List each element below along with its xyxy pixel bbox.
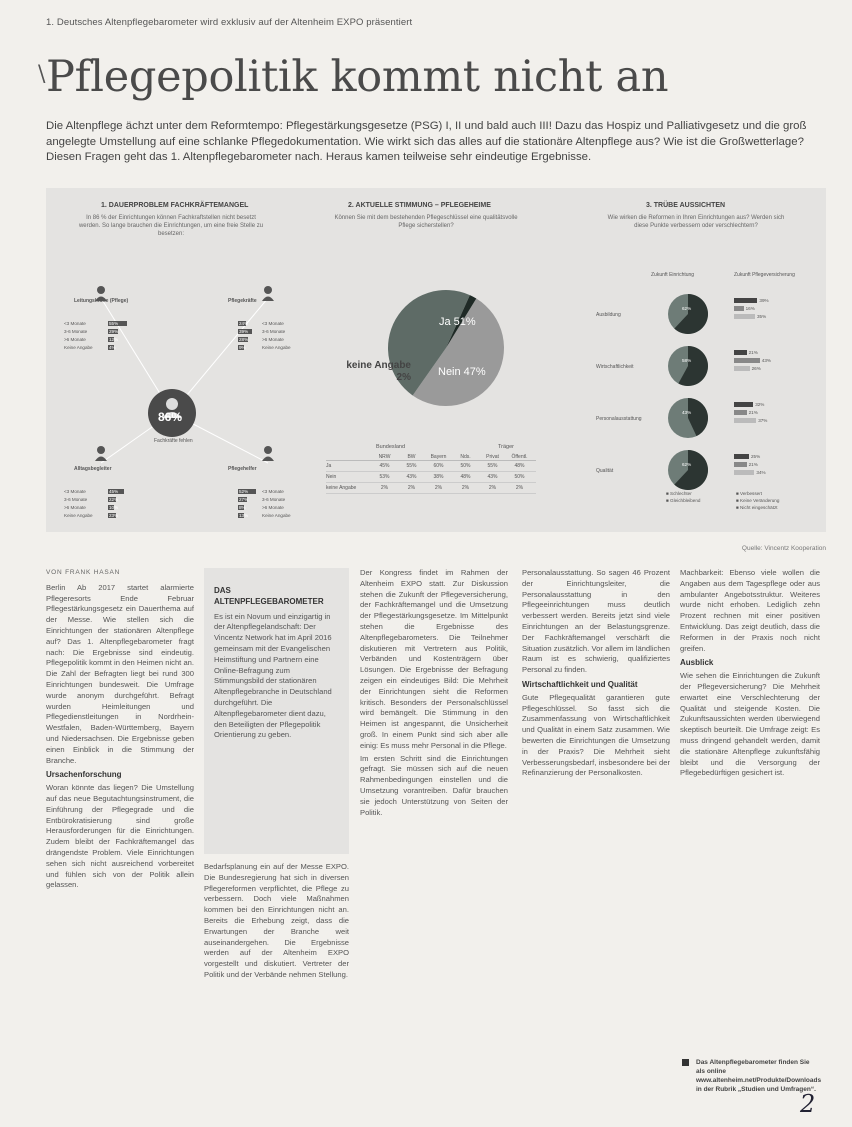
table-cell: 2% [434, 485, 443, 491]
legend-item: ■ Keine Veränderung [736, 498, 780, 503]
col4-heading: Wirtschaftlichkeit und Qualität [522, 679, 638, 689]
table-row-label: keine Angabe [326, 485, 357, 491]
table-cell: 45% [379, 463, 390, 469]
role-row-value: 4% [109, 345, 116, 350]
person-icon [166, 398, 178, 410]
role-row-label: <3 Monate [64, 321, 86, 326]
table-col-head: Privat [486, 454, 499, 460]
role-row-value: 29% [109, 329, 119, 334]
role-row-value: 22% [109, 497, 119, 502]
info-box-title: DAS ALTENPFLEGEBAROMETER [214, 586, 324, 606]
outlook-bar [734, 366, 750, 371]
legend-item: ■ Schlechter [666, 491, 692, 496]
table-col-head: Öffentl. [511, 454, 528, 460]
role-row-value: 27% [239, 497, 249, 502]
col1-para-1: Berlin Ab 2017 startet alarmierte Pflegeresorts Ende Februar Pflegestärkungsgesetz ein Dauerthema auf der Messe. Wie stellen sich die Einrichtungen der stationären Altenpflege auf? Das 1. Altenpflegebarometer fragt nach: Die Ergebnisse sind eindeutig. Pflegepolitik kommt in den Heimen nicht an. Die Zahl der Befragten liegt bei rund 300 Einrichtungen bundesweit. Die Umfrage wurde anonym durchgeführt. Befragt wurden Heimleitungen und Pflegedienstleitungen in Nordrhein-Westfalen, Baden-Württemberg, Bayern und Niedersachsen. Die Ergebnisse geben einen Einblick in die Stimmung der Branche. [46, 582, 194, 765]
pie-label-yes: Ja 51% [439, 316, 476, 328]
outlook-bar-value: 39% [759, 298, 769, 303]
page-number: 2 [800, 1090, 816, 1118]
role-row-value: 45% [109, 489, 119, 494]
article-column-5 [680, 568, 820, 1046]
role-row-value: 13% [239, 513, 249, 518]
role-row-value: 28% [239, 337, 249, 342]
role-title: Pflegekräfte [228, 298, 257, 304]
headline: Pflegepolitik kommt nicht an [46, 52, 669, 102]
center-value: 86% [158, 410, 183, 424]
col2-para: Bedarfsplanung ein auf der Messe EXPO. Die Bundesregierung hat sich in diversen Pflegereformen verpflichtet, die Pflege zu verbessern. Doch viele Maßnahmen kommen bei den Einrichtungen nicht an. Bereits die Erhebung zeigt, dass die Erwartungen der Branche weit auseinandergehen. Die Ergebnisse werden auf der Altenheim EXPO vorgestellt und diskutiert. Vertreter der Politik und der Verbände nehmen Stellung. [204, 862, 349, 979]
byline: VON FRANK HASAN [46, 569, 121, 576]
table-cell: 60% [433, 463, 444, 469]
section1-title: 1. DAUERPROBLEM FACHKRÄFTEMANGEL [101, 202, 249, 209]
outlook-bar-value: 16% [745, 306, 755, 311]
outlook-row-label: Wirtschaftlichkeit [596, 364, 634, 370]
outlook-donut [666, 396, 710, 440]
role-row-value: 39% [239, 329, 249, 334]
outlook-row-label: Personalausstattung [596, 416, 642, 422]
role-row-label: >6 Monate [64, 337, 86, 342]
legend-item: ■ Nicht eingeschätzt [736, 505, 778, 510]
pie-label-na: keine Angabe 2% [346, 360, 411, 383]
col5-para-1: Machbarkeit: Ebenso viele wollen die Angaben aus dem Tagespflege oder aus ambulanter Angebotsstruktur. Weiteres wurde nicht erhoben. Lediglich zehn Prozent rechnen mit einer positiven Entwicklung. Das zeigt deutlich, dass die Reformen in der Praxis noch nicht greifen. [680, 568, 820, 653]
note-bullet-icon [682, 1059, 689, 1066]
table-col-head: BW [407, 454, 416, 460]
outlook-donut [666, 292, 710, 336]
outlook-bar [734, 418, 756, 423]
table-cell: 55% [487, 463, 498, 469]
table-row-label: Ja [326, 463, 332, 469]
table-col-head: Bayern [430, 454, 447, 460]
outlook-donut-value: 62% [682, 462, 692, 467]
outlook-row-label: Qualität [596, 468, 614, 474]
outlook-bar [734, 454, 749, 459]
outlook-bar [734, 462, 747, 467]
outlook-bar-value: 25% [751, 454, 761, 459]
outlook-bar-value: 26% [751, 366, 761, 371]
outlook-bar [734, 410, 747, 415]
role-row-label: 3-6 Monate [262, 329, 286, 334]
info-box [204, 568, 349, 854]
infographic [46, 188, 826, 532]
center-label: Fachkräfte fehlen [154, 438, 193, 444]
outlook-donut [666, 344, 710, 388]
role-row-label: <3 Monate [64, 489, 86, 494]
table-cell: 55% [406, 463, 417, 469]
pie-label-no: Nein 47% [438, 366, 486, 378]
role-row-label: Keine Angabe [64, 513, 93, 518]
outlook-donut-value: 62% [682, 306, 692, 311]
col5-para-2: Wie sehen die Einrichtungen die Zukunft der Pflegeversicherung? Die Mehrheit erwartet eine Verschlechterung der Qualität und steigende Kosten. Die Zukunftsaussichten werden überwiegend skeptisch beurteilt. Die Umfrage zeigt: Es muss dringend gehandelt werden, damit die stationäre Altenpflege zukunftsfähig bleibt und die Versorgung der Pflegebedürftigen gesichert ist. [680, 671, 820, 778]
col3-para-1: Der Kongress findet im Rahmen der Altenheim EXPO statt. Zur Diskussion stehen die Zukunft der Pflegeversicherung, der Fachkräftemangel und die Umsetzung der Pflegestärkungsgesetze. Im Mittelpunkt stehen die Ergebnisse des Altenpflegebarometers. Die Teilnehmer diskutieren mit Vertretern aus Politik, Verbänden und Kostenträgern über Lösungen. Die Ergebnisse der Befragung zeigen ein eindeutiges Bild: Die Mehrheit der Einrichtungen sieht die Reformen kritisch. Besonders der Personalschlüssel wird bemängelt. Die Stimmung in den Heimen ist angespannt, die Unsicherheit groß. In einem Punkt sind sich aber alle einig: Es muss mehr Personal in die Pflege. [360, 568, 508, 750]
table-head-carrier: Träger [498, 444, 514, 450]
outlook-row-label: Ausbildung [596, 312, 621, 318]
section2-subtitle: Können Sie mit dem bestehenden Pflegeschlüssel eine qualitätsvolle Pflege sicherstellen? [334, 215, 518, 229]
outlook-bar-value: 43% [761, 358, 771, 363]
table-col-head: Nds. [460, 454, 471, 460]
role-row-value: 55% [109, 321, 119, 326]
role-row-label: >6 Monate [262, 337, 284, 342]
outlook-bar [734, 470, 754, 475]
outlook-bar-value: 21% [748, 462, 758, 467]
table-cell: 2% [515, 485, 524, 491]
table-cell: 50% [514, 474, 525, 480]
info-box-text: Es ist ein Novum und einzigartig in der Altenpflegelandschaft: Der Vincentz Network hat im April 2016 gemeinsam mit der Evangelischen Heimstiftung und Partnern eine Online-Befragung zum Stimmungsbild der stationären Altenpflegebranche in Deutschland durchgeführt. Die Altenpflegebarometer dient dazu, den Beteiligten der Pflegepolitik Orientierung zu geben. [214, 611, 332, 740]
role-row-label: 3-6 Monate [64, 497, 88, 502]
role-row-label: Keine Angabe [64, 345, 93, 350]
role-title: Leitungskräfte (Pflege) [74, 298, 129, 304]
download-note: Das Altenpflegebarometer finden Sie als online www.altenheim.net/Produkte/Downloads in der Rubrik „Studien und Umfragen“. [696, 1059, 822, 1093]
outlook-donut [666, 448, 710, 492]
article-column-4 [522, 568, 670, 1113]
section2-title: 2. AKTUELLE STIMMUNG – PFLEGEHEIME [348, 202, 491, 209]
table-row-label: Nein [326, 474, 337, 480]
table-cell: 50% [460, 463, 471, 469]
article-column-1 [46, 568, 194, 1058]
handwritten-mark: \ [38, 62, 46, 87]
role-title: Pflegehelfer [228, 466, 257, 472]
article-column-3 [360, 568, 508, 1113]
table-col-head: NRW [378, 454, 391, 460]
table-cell: 48% [514, 463, 525, 469]
legend-item: ■ Gleichbleibend [666, 498, 701, 503]
role-row-label: >6 Monate [262, 505, 284, 510]
role-row-value: 8% [239, 505, 246, 510]
lead-paragraph: Die Altenpflege ächzt unter dem Reformtempo: Pflegestärkungsgesetze (PSG) I, II und bald auch III! Dazu das Hospiz und Palliativgesetz und die groß angelegte Umstellung auf eine schlanke Pflegedokumentation. Wie wirkt sich das alles auf die stationäre Altenpflege aus? Wie ist die Großwetterlage? Diesen Fragen geht das 1. Altenpflegebarometer nach. Heraus kamen teilweise sehr eindeutige Ergebnisse. [46, 120, 807, 163]
section3-title: 3. TRÜBE AUSSICHTEN [646, 202, 726, 209]
role-row-value: 52% [239, 489, 249, 494]
outlook-bar-value: 21% [748, 350, 758, 355]
section2-pie-chart [346, 278, 526, 418]
outlook-bar-value: 21% [748, 410, 758, 415]
col1-para-2: Woran könnte das liegen? Die Umstellung auf das neue Begutachtungsinstrument, die Einführung der Pflegegrade und die Entbürokratisierung sind große Herausforderungen für die Einrichtungen. Zudem bleibt der Fachkräftemangel das drängendste Problem. Viele Einrichtungen sehen sich nicht ausreichend vorbereitet und fühlen sich von der Politik allein gelassen. [46, 783, 194, 890]
role-row-label: Keine Angabe [262, 345, 291, 350]
table-cell: 2% [488, 485, 497, 491]
section3-subtitle: Wie wirken die Reformen in Ihren Einrichtungen aus? Werden sich diese Punkte verbessern oder verschlechtern? [607, 215, 785, 229]
table-cell: 53% [379, 474, 390, 480]
role-row-label: <3 Monate [262, 321, 284, 326]
table-cell: 43% [487, 474, 498, 480]
outlook-donut-value: 43% [682, 410, 692, 415]
outlook-bar-value: 32% [755, 402, 765, 407]
outlook-bar [734, 306, 744, 311]
table-cell: 48% [460, 474, 471, 480]
outlook-donut-value: 58% [682, 358, 692, 363]
table-cell: 43% [406, 474, 417, 480]
role-row-label: >6 Monate [64, 505, 86, 510]
role-row-value: 23% [109, 513, 119, 518]
outlook-bar [734, 314, 755, 319]
table-cell: 2% [380, 485, 389, 491]
table-cell: 2% [407, 485, 416, 491]
outlook-bar [734, 350, 747, 355]
col4-para-2: Gute Pflegequalität garantieren gute Pflegeschlüssel. So fasst sich die Zusammenfassung von Wirtschaftlichkeit und Qualität in einem Satz zusammen. Wie bewerten die Einrichtungen die Umsetzung in der Praxis? Die Mehrheit sieht Verbesserungsbedarf, insbesondere bei der Refinanzierung der Personalkosten. [522, 692, 670, 778]
role-row-label: Keine Angabe [262, 513, 291, 518]
role-row-label: 3-6 Monate [64, 329, 88, 334]
outlook-bar-value: 35% [757, 314, 767, 319]
role-row-value: 12% [109, 337, 119, 342]
role-row-label: <3 Monate [262, 489, 284, 494]
table-head-state: Bundesland [376, 444, 406, 450]
role-row-value: 10% [109, 505, 119, 510]
table-cell: 38% [433, 474, 444, 480]
outlook-bar-value: 34% [756, 470, 766, 475]
outlook-bar [734, 358, 760, 363]
role-row-label: 3-6 Monate [262, 497, 286, 502]
role-row-value: 24% [239, 321, 249, 326]
col4-para-1: Personalausstattung. So sagen 46 Prozent der Einrichtungsleiter, die Personalausstattung in den Pflegeeinrichtungen muss deutlich verbessert werden. Bereits jetzt sind viele Einrichtungen an der Belastungsgrenze. Der Fachkräftemangel verschärft die Situation zusätzlich. Vor allem im ländlichen Raum ist es schwierig, qualifiziertes Personal zu finden. [522, 568, 670, 675]
source: Quelle: Vincentz Kooperation [741, 545, 826, 552]
outlook-bar-value: 37% [758, 418, 768, 423]
legend-item: ■ Verbessert [736, 491, 763, 496]
col5-heading: Ausblick [680, 658, 714, 668]
outlook-bar [734, 298, 757, 303]
col1-heading: Ursachenforschung [46, 770, 122, 780]
article-column-2 [204, 862, 349, 1112]
role-title: Alltagsbegleiter [74, 466, 112, 472]
role-row-value: 9% [239, 345, 246, 350]
col-head-2: Zukunft Pflegeversicherung [734, 272, 795, 278]
col-head-1: Zukunft Einrichtung [651, 272, 695, 278]
kicker: 1. Deutsches Altenpflegebarometer wird exklusiv auf der Altenheim EXPO präsentiert [46, 17, 413, 28]
col3-para-2: Im ersten Schritt sind die Einrichtungen gefragt. Sie müssen sich auf die neuen Rahmenbedingungen einstellen und die Umsetzung vorantreiben. Dafür brauchen sie jedoch Unterstützung von Seiten der Politik. [360, 753, 508, 817]
table-cell: 2% [461, 485, 470, 491]
outlook-bar [734, 402, 753, 407]
section1-subtitle: In 86 % der Einrichtungen können Fachkraftstellen nicht besetzt werden. So lange brauchen die Einrichtungen, um eine freie Stelle zu besetzen: [78, 215, 264, 237]
